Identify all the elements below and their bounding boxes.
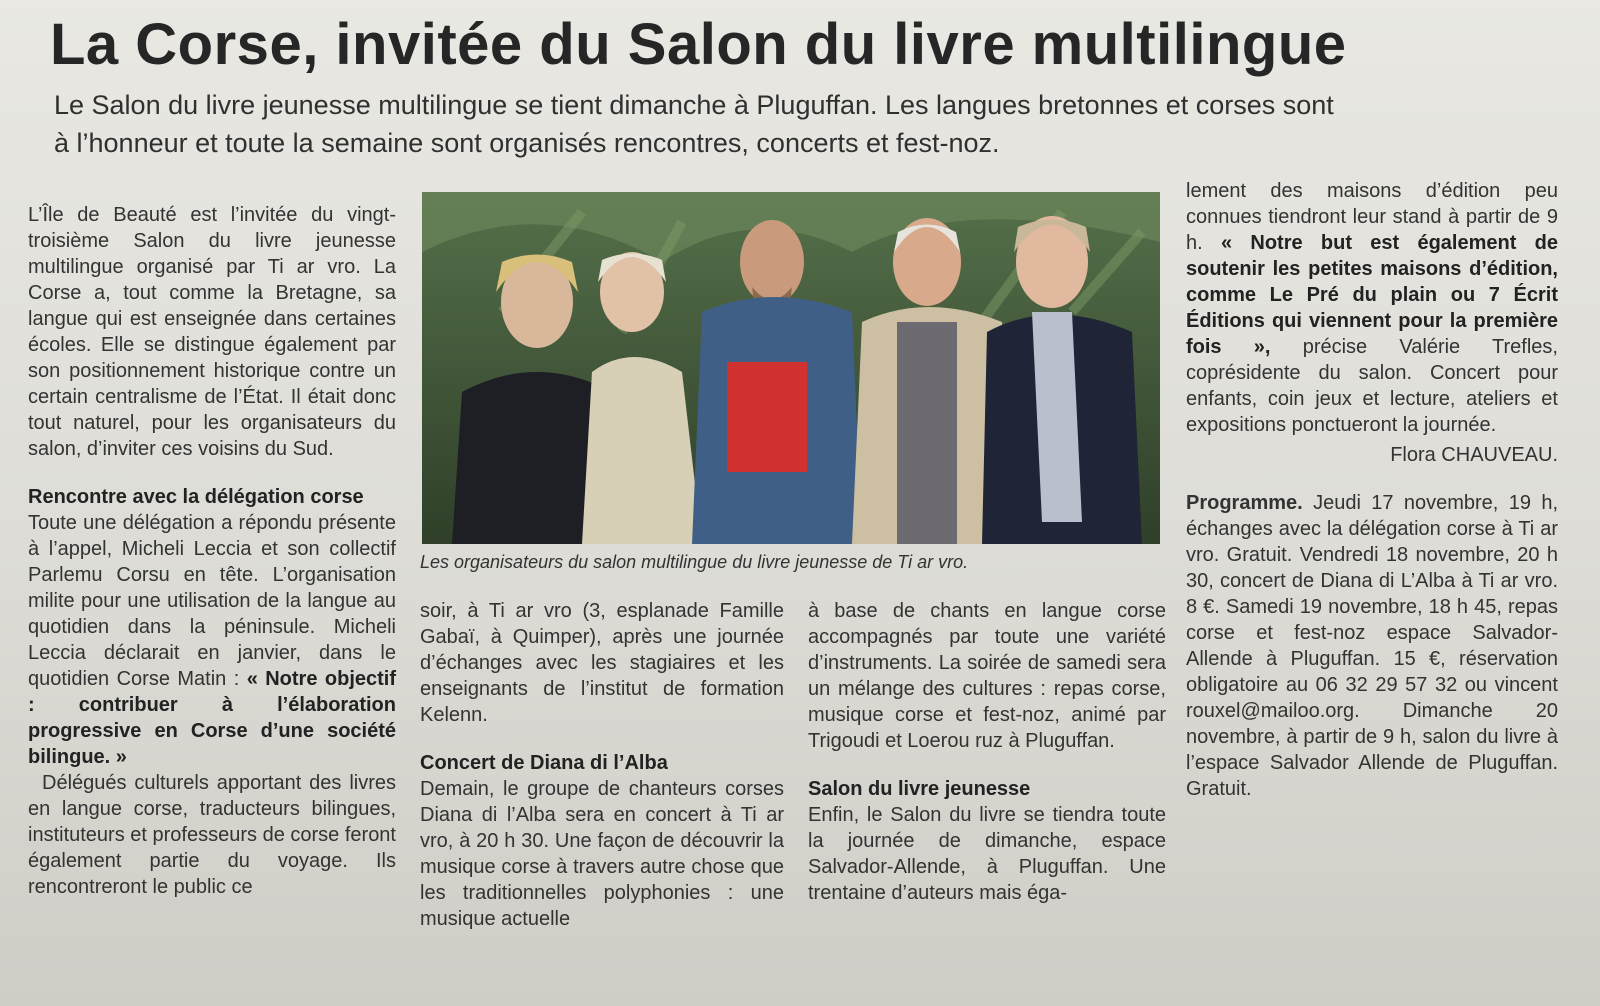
editions-text-end: précise Valérie Trefles, coprésidente du salon. Concert pour enfants, coin jeux et lecture, ateliers et expositions ponctueront la journée. [1186,336,1558,436]
group-photo [422,192,1160,544]
delegation-text: Toute une délégation a répondu présente à l’appel, Micheli Leccia et son collectif Parlemu Corsu en tête. L’organisation milite pour une utilisation de la langue au quotidien dans la péninsule. Micheli Leccia déclarait en janvier, dans le quotidien Corse Matin : [28,512,396,690]
column-4 [1186,178,1558,802]
group-photo-illustration [422,192,1160,544]
headline: La Corse, invitée du Salon du livre multilingue [50,12,1347,77]
programme-text: Jeudi 17 novembre, 19 h, échanges avec la délégation corse à Ti ar vro. Gratuit. Vendredi 18 novembre, 20 h 30, concert de Diana di L’Alba à Ti ar vro. 8 €. Samedi 19 novembre, 18 h 45, repas corse et fest-noz espace Salvador-Allende à Pluguffan. 15 €, réservation obligatoire au 06 32 29 57 32 ou vincent rouxel@mailoo.org. Dimanche 20 novembre, à partir de 9 h, salon du livre à l’espace Salvador Allende de Pluguffan. Gratuit. [1186,492,1559,800]
subheading-salon: Salon du livre jeunesse [808,778,1031,800]
column-3 [808,598,1166,906]
quimper-paragraph: soir, à Ti ar vro (3, esplanade Famille Gabaï, à Quimper), après une journée d’échanges avec les stagiaires et les enseignants de l’institut de formation Kelenn. [420,600,784,726]
leccia-quote: « Notre objectif : contribuer à l’élaboration progressive en Corse d’une société bilingue. » [28,668,396,768]
photo-caption: Les organisateurs du salon multilingue du livre jeunesse de Ti ar vro. [420,552,969,572]
author-signature: Flora CHAUVEAU. [1390,444,1558,466]
delegates-paragraph: Délégués culturels apportant des livres en langue corse, traducteurs bilingues, instituteurs et professeurs de corse feront également partie du voyage. Ils rencontreront le public ce [28,772,396,898]
editions-text-start: lement des maisons d’édition peu connues tiendront leur stand à partir de 9 h. [1186,180,1558,254]
music-paragraph: à base de chants en langue corse accompagnés par toute une variété d’instruments. La soirée de samedi sera un mélange des cultures : repas corse, musique corse et fest-noz, animé par Trigoudi et Loerou ruz à Pluguffan. [808,600,1166,752]
editions-paragraph [1186,178,1558,438]
subheading-delegation: Rencontre avec la délégation corse [28,486,364,508]
programme-paragraph [1186,490,1558,802]
column-1 [28,202,396,900]
delegation-paragraph [28,510,396,770]
salon-paragraph: Enfin, le Salon du livre se tiendra toute la journée de dimanche, espace Salvador-Allende, à Pluguffan. Une trentaine d’auteurs mais éga- [808,804,1166,904]
lead-paragraph: Le Salon du livre jeunesse multilingue se tient dimanche à Pluguffan. Les langues bretonnes et corses sont à l’honneur et toute la semaine sont organisés rencontres, concerts et fest-noz. [54,90,1334,158]
concert-paragraph: Demain, le groupe de chanteurs corses Diana di l’Alba sera en concert à Ti ar vro, à 20 h 30. Une façon de découvrir la musique corse à travers autre chose que les traditionnelles polyphonies : une musique actuelle [420,778,784,930]
programme-label: Programme. [1186,492,1303,514]
trefles-quote: « Notre but est également de soutenir les petites maisons d’édition, comme Le Pré du plain ou 7 Écrit Éditions qui viennent pour la première fois », [1186,232,1558,358]
column-2 [420,598,784,932]
intro-paragraph: L’Île de Beauté est l’invitée du vingt-troisième Salon du livre jeunesse multilingue organisé par Ti ar vro. La Corse a, tout comme la Bretagne, sa langue qui est enseignée dans certaines écoles. Elle se distingue également par son positionnement historique contre un certain centralisme de l’État. Il était donc tout naturel, pour les organisateurs du salon, d’inviter ces voisins du Sud. [28,204,396,460]
subheading-concert: Concert de Diana di l’Alba [420,752,668,774]
